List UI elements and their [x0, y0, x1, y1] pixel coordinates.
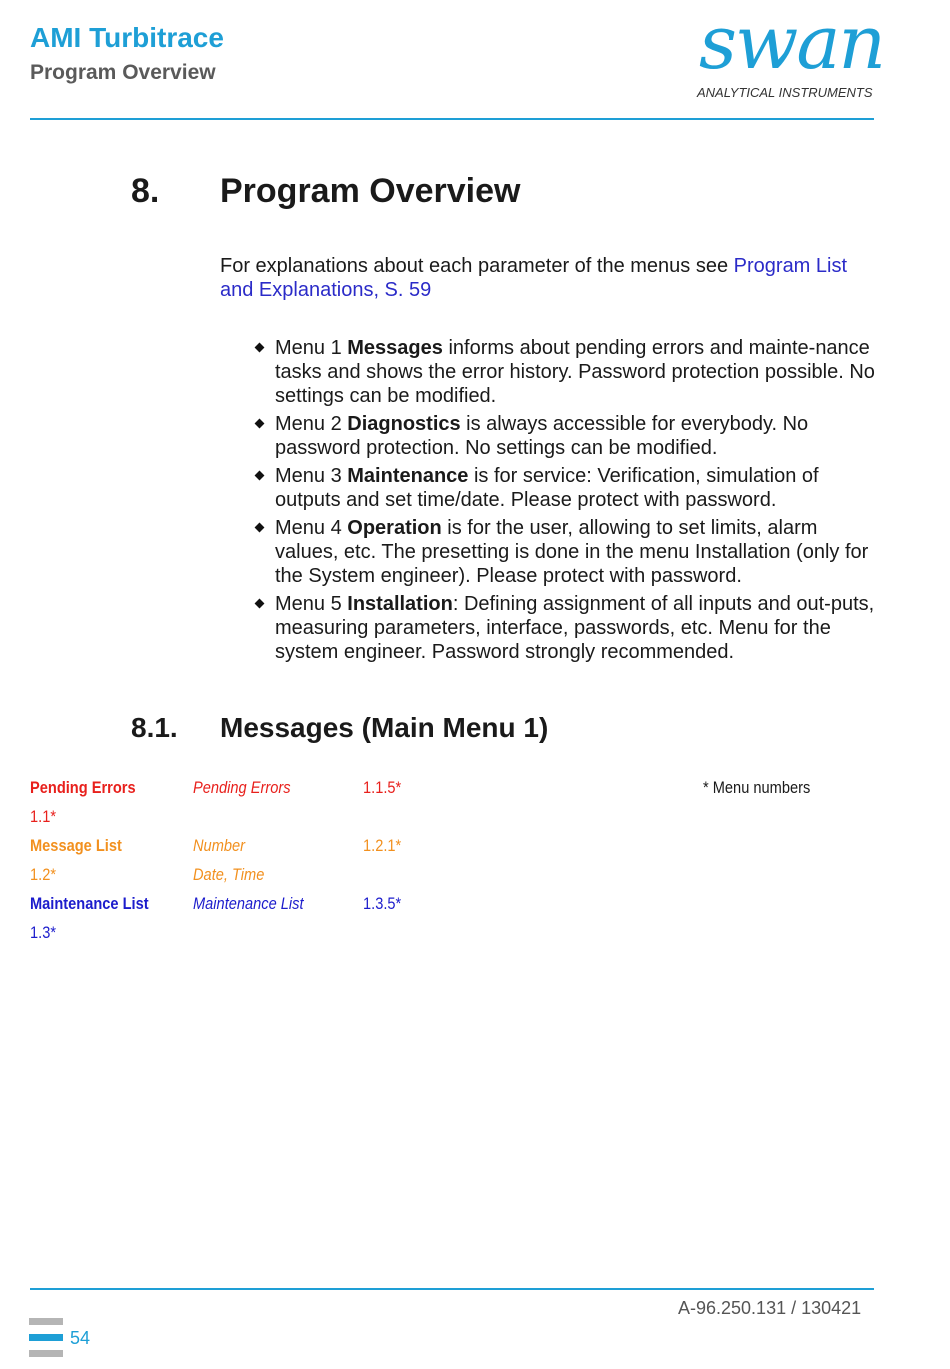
bullet-post: is for service: Verification, simulation of outputs and set time/date. Please protect with password.	[275, 465, 819, 511]
bullet-bold: Diagnostics	[347, 413, 461, 435]
section-subtitle: Program Overview	[30, 61, 216, 84]
bullet-post: is always accessible for everybody. No password protection. No settings can be modified.	[275, 413, 809, 459]
bullet-diamond-icon	[255, 471, 265, 481]
bullet-post: is for the user, allowing to set limits, alarm values, etc. The presetting is done in the menu Installation (only for the System engineer). Please protect with password.	[275, 517, 869, 587]
bullet-post: informs about pending errors and mainte-nance tasks and shows the error history. Password protection possible. No settings can be modified.	[275, 337, 875, 407]
submenu-number: Number	[193, 836, 246, 855]
marker-bar-top	[29, 1318, 63, 1325]
swan-logo	[695, 0, 885, 102]
section-number: 8.1.	[131, 712, 178, 743]
menu-numbers-note: * Menu numbers	[703, 778, 811, 797]
bullet-bold: Maintenance	[347, 465, 469, 487]
submenu-pending-errors-number: 1.1.5*	[363, 778, 402, 797]
bullet-diamond-icon	[255, 343, 265, 353]
footer-divider	[30, 1288, 874, 1290]
bullet-pre: Menu 1	[275, 337, 348, 359]
header-divider	[30, 118, 874, 120]
list-item	[252, 516, 877, 588]
menu-maintenance-list-label: Maintenance List	[30, 894, 149, 913]
logo-wordmark: swan	[699, 0, 885, 86]
bullet-bold: Operation	[347, 517, 442, 539]
bullet-diamond-icon	[255, 599, 265, 609]
intro-paragraph	[220, 254, 870, 302]
page-number: 54	[70, 1328, 91, 1348]
bullet-post: : Defining assignment of all inputs and out-puts, measuring parameters, interface, passwords, etc. Menu for the system engineer. Password strongly recommended.	[275, 593, 875, 663]
submenu-date-time: Date, Time	[193, 865, 265, 884]
document-number: A-96.250.131 / 130421	[678, 1298, 862, 1318]
submenu-pending-errors: Pending Errors	[193, 778, 291, 797]
submenu-maintenance-list-number: 1.3.5*	[363, 894, 402, 913]
menu-maintenance-list-number: 1.3*	[30, 923, 57, 942]
bullet-bold: Messages	[347, 337, 443, 359]
bullet-bold: Installation	[347, 593, 453, 615]
bullet-pre: Menu 2	[275, 413, 348, 435]
menu-pending-errors-label: Pending Errors	[30, 778, 136, 797]
menu-pending-errors-number: 1.1*	[30, 807, 57, 826]
bullet-pre: Menu 5	[275, 593, 348, 615]
submenu-number-value: 1.2.1*	[363, 836, 402, 855]
marker-bar-middle	[29, 1334, 63, 1341]
program-list-link[interactable]: Program List and Explanations, S. 59	[220, 255, 848, 301]
product-title: AMI Turbitrace	[30, 22, 224, 53]
bullet-pre: Menu 3	[275, 465, 348, 487]
submenu-maintenance-list: Maintenance List	[193, 894, 304, 913]
list-item	[252, 464, 877, 512]
list-item	[252, 592, 877, 664]
logo-tagline: ANALYTICAL INSTRUMENTS	[697, 85, 873, 100]
intro-text: For explanations about each parameter of the menus see	[220, 255, 734, 277]
bullet-pre: Menu 4	[275, 517, 348, 539]
menu-message-list-label: Message List	[30, 836, 122, 855]
bullet-diamond-icon	[255, 523, 265, 533]
page-marker-bars-icon	[29, 1318, 63, 1358]
menu-bullet-list	[252, 336, 877, 668]
list-item	[252, 336, 877, 408]
list-item	[252, 412, 877, 460]
chapter-title: Program Overview	[220, 172, 521, 210]
bullet-diamond-icon	[255, 419, 265, 429]
menu-message-list-number: 1.2*	[30, 865, 57, 884]
section-title: Messages (Main Menu 1)	[220, 712, 549, 743]
chapter-number: 8.	[131, 172, 160, 210]
marker-bar-bottom	[29, 1350, 63, 1357]
